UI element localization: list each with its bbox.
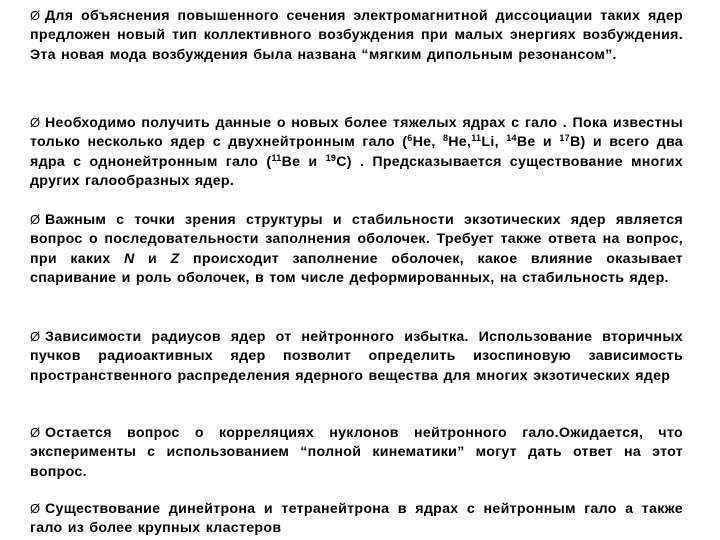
- text-run: Остается вопрос о корреляциях нуклонов нейтронного гало.Ожидается, что эксперименты с использованием “полной кинематики” могут дать ответ на этот вопрос.: [30, 425, 683, 480]
- superscript-mass-number: 14: [506, 133, 517, 144]
- bullet-paragraph-1: [30, 6, 683, 65]
- bullet-paragraph-5: [30, 423, 683, 482]
- text-run: Be и: [516, 134, 560, 151]
- italic-symbol: Z: [170, 250, 180, 267]
- arrow-bullet-icon: Ø: [30, 329, 41, 344]
- paragraph-text: [30, 8, 683, 63]
- superscript-mass-number: 11: [471, 133, 482, 144]
- text-run: C) . Предсказывается существование многих других галообразных ядер.: [30, 153, 684, 189]
- bullet-paragraph-2: [30, 113, 683, 191]
- bullet-paragraph-4: [30, 327, 683, 386]
- text-run: Существование динейтрона и тетранейтрона в ядрах с нейтронным гало а также гало из более крупных кластеров: [30, 501, 683, 537]
- text-run: Li,: [481, 134, 507, 151]
- text-run: Для объяснения повышенного сечения электромагнитной диссоциации таких ядер предложен новый тип коллективного возбуждения при малых энергиях возбуждения. Эта новая мода возбуждения была названа “мягким дипольным резонансом”.: [30, 8, 683, 63]
- italic-symbol: N: [124, 250, 135, 267]
- text-run: Be и: [281, 153, 326, 170]
- bullet-paragraph-6: [30, 499, 683, 539]
- paragraph-text: [30, 501, 683, 536]
- arrow-bullet-icon: Ø: [30, 501, 41, 516]
- superscript-mass-number: 19: [325, 152, 337, 163]
- paragraph-text: [30, 115, 683, 189]
- paragraph-text: [30, 425, 683, 480]
- text-run: He,: [412, 134, 443, 151]
- text-run: Необходимо получить данные о новых более тяжелых ядрах с гало . Пока известны только несколько ядер с двухнейтронным гало (: [30, 115, 683, 151]
- text-run: He,: [448, 134, 472, 151]
- text-run: происходит заполнение оболочек, какое влияние оказывает спаривание и роль оболочек, в том числе деформированных, на стабильность ядер.: [30, 250, 683, 286]
- arrow-bullet-icon: Ø: [30, 425, 41, 440]
- arrow-bullet-icon: Ø: [30, 115, 41, 130]
- superscript-mass-number: 8: [442, 133, 449, 144]
- superscript-mass-number: 6: [407, 133, 413, 144]
- superscript-mass-number: 17: [559, 133, 570, 144]
- bullet-paragraph-3: [30, 210, 683, 288]
- text-run: Важным с точки зрения структуры и стабильности экзотических ядер является вопрос о последовательности заполнения оболочек. Требует также ответа на вопрос, при каких: [30, 212, 683, 267]
- arrow-bullet-icon: Ø: [30, 8, 41, 23]
- paragraph-text: [30, 212, 683, 286]
- superscript-mass-number: 11: [271, 152, 282, 163]
- text-run: B) и всего два ядра с однонейтронным гало (: [30, 134, 683, 170]
- text-run: и: [134, 250, 171, 267]
- arrow-bullet-icon: Ø: [30, 212, 41, 227]
- paragraph-text: [30, 329, 683, 384]
- text-run: Зависимости радиусов ядер от нейтронного избытка. Использование вторичных пучков радиоактивных ядер позволит определить изоспиновую зависимость пространственного распределения ядерного вещества для многих экзотических ядер: [30, 329, 683, 384]
